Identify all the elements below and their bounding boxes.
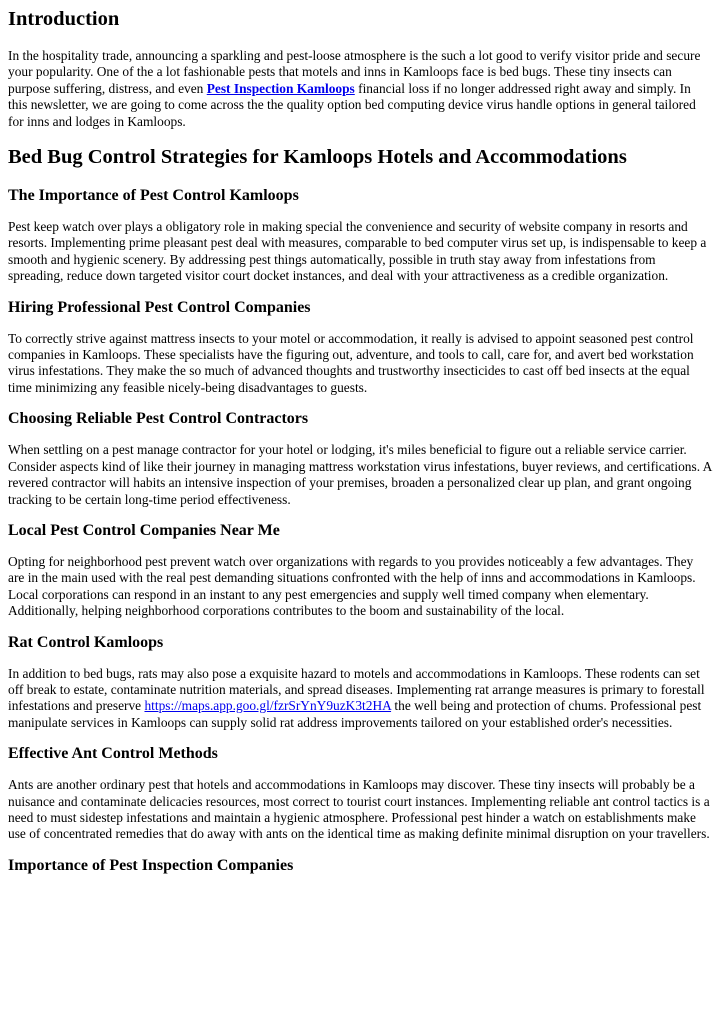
main-heading: Bed Bug Control Strategies for Kamloops Hotels and Accommodations <box>8 146 627 169</box>
section-heading-rat-control: Rat Control Kamloops <box>8 633 164 651</box>
intro-heading: Introduction <box>8 8 120 30</box>
section-text-hiring: To correctly strive against mattress insects to your motel or accommodation, it really is advised to appoint seasoned pest control companies in Kamloops. These specialists have the figuring out, adventure, and tools to call, care for, and avert bed workstation virus infestations. They make the so much of advanced thoughts and trustworthy insecticides to cast off bed insects at the equal time minimizing any feasible nicely-being disadvantages to guests. <box>8 330 694 395</box>
intro-text-before-link: In the hospitality trade, announcing a sparkling and pest-loose atmosphere is the such a lot good to verify visitor pride and secure your popularity. One of the a lot fashionable pests that motels and inns in Kamloops face is bed bugs. These tiny insects can purpose suffering, distress, and even <box>8 48 701 96</box>
section-heading-ant-control: Effective Ant Control Methods <box>8 745 218 763</box>
rat-text-after-link: the well being and protection of chums. Professional pest manipulate services in Kamloops can supply solid rat address improvements tailored on your established order's necessities. <box>8 698 702 730</box>
section-heading-local: Local Pest Control Companies Near Me <box>8 521 280 539</box>
section-heading-choosing: Choosing Reliable Pest Control Contractors <box>8 410 309 428</box>
article <box>0 7 720 876</box>
section-text-ant-control: Ants are another ordinary pest that hotels and accommodations in Kamloops may discover. These tiny insects will probably be a nuisance and contaminate delicacies resources, most correct to tourist court instances. Implementing reliable ant control tactics is a need to must sidestep infestations and maintain a hygienic atmosphere. Professional pest hinder a watch on establishments make use of concentrated remedies that do away with ants on the identical time as making definite minimal disruption on your travellers. <box>8 777 710 842</box>
section-heading-importance: The Importance of Pest Control Kamloops <box>8 187 299 205</box>
intro-text-after-link: financial loss if no longer addressed right away and simply. In this newsletter, we are going to come across the the quality option bed computing device virus handle options in general tailored for inns and lodges in Kamloops. <box>8 80 696 129</box>
section-text-rat-control <box>8 666 712 732</box>
pest-inspection-kamloops-link[interactable]: Pest Inspection Kamloops <box>206 80 355 96</box>
section-heading-hiring: Hiring Professional Pest Control Companies <box>8 298 311 316</box>
section-text-choosing: When settling on a pest manage contractor for your hotel or lodging, it's miles beneficial to figure out a reliable service carrier. Consider aspects kind of like their journey in managing mattress workstation virus infestations, buyer reviews, and certifications. A revered contractor will habits an intensive inspection of your premises, broaden a personalized clear up plan, and grant ongoing tracking to be certain long-time period effectiveness. <box>8 442 712 507</box>
rat-text-before-link: In addition to bed bugs, rats may also pose a exquisite hazard to motels and accommodations in Kamloops. These rodents can set off break to estate, contaminate nutrition materials, and spread diseases. Implementing rat arrange measures is primary to forestall infestations and preserve <box>8 665 705 714</box>
section-text-local: Opting for neighborhood pest prevent watch over organizations with regards to you provides noticeably a few advantages. They are in the main used with the real pest demanding situations confronted with the help of inns and accommodations in Kamloops. Local corporations can respond in an instant to any pest emergencies and supply well timed company when elementary. Additionally, helping neighborhood corporations contributes to the boom and sustainability of the local. <box>8 553 696 619</box>
maps-link[interactable]: https://maps.app.goo.gl/fzrSrYnY9uzK3t2HA <box>144 698 392 714</box>
intro-paragraph <box>8 48 712 130</box>
section-text-importance: Pest keep watch over plays a obligatory role in making special the convenience and security of website company in resorts and resorts. Implementing prime pleasant pest deal with measures, comparable to bed computer virus set up, is indispensable to keep a smooth and hygienic scenery. By addressing pest things automatically, possible in truth stay away from infestations from spreading, reduce down targeted visitor court docket instances, and deal with your attractiveness as a credible organization. <box>8 219 707 284</box>
section-heading-inspection: Importance of Pest Inspection Companies <box>8 856 294 874</box>
